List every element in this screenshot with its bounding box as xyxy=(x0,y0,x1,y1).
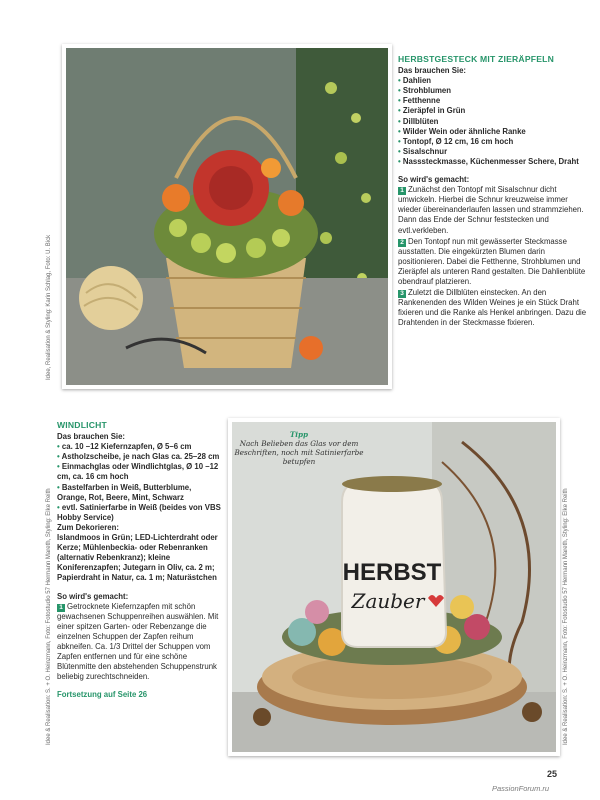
how-label: So wird's gemacht: xyxy=(398,175,470,185)
step: 1 Zunächst den Tontopf mit Sisalschnur dicht umwickeln. Hierbei die Schnur kreuzweise immer wieder übereinanderlaufen lassen und strammziehen. Dann das Ende der Schnur feststecken und evtl.verkleben. xyxy=(398,185,584,235)
list-item: • Dahlien xyxy=(398,76,432,86)
photo-flower-arrangement xyxy=(62,44,392,389)
photo-windlicht xyxy=(228,418,560,756)
list-item: • Einmachglas oder Windlichtglas, Ø 10 –12 cm, ca. 16 cm hoch xyxy=(57,462,219,482)
flower-arrangement-illustration xyxy=(66,48,388,385)
step: 2 Den Tontopf nun mit gewässerter Steckmasse ausstatten. Die eingekürzten Blumen darin positionieren. Dabei die Fetthenne, Strohblumen und Zieräpfel als unteren Rand gestalten. Die Dahlienblüte obendrauf platzieren. xyxy=(398,236,586,286)
recipe-herbstgesteck xyxy=(398,54,588,329)
page-number: 25 xyxy=(547,769,558,779)
footer-site: PassionForum.ru xyxy=(492,784,550,793)
list-item: • Dillblüten xyxy=(398,116,439,126)
step: 3 Zuletzt die Dillblüten einstecken. An den Rankenenden des Wilden Weines je ein Stück Draht fixieren und die Ranke als Henkel anbringen. Dazu die Drahtenden in der Steckmasse fixieren. xyxy=(398,288,587,328)
recipe-title: WINDLICHT xyxy=(57,420,108,430)
step: 1 Getrocknete Kiefernzapfen mit schön gewachsenen Schuppenreihen auswählen. Mit einer spitzen Garten- oder Rebenzange die einzelnen Schuppen der Zapfen reihum abkneifen. Ca. 1/3 Drittel der Schuppen vom Zapfen entfernen und für eine schöne Blütenmitte den abstehenden Schuppenstrunk beliebig zurechtschneiden. xyxy=(57,601,219,682)
list-item: • Wilder Wein oder ähnliche Ranke xyxy=(398,126,526,136)
materials-list xyxy=(57,442,222,523)
tip-callout xyxy=(234,430,364,466)
decor-text: Islandmoos in Grün; LED-Lichterdraht oder Kerze; Mühlenbeckia- oder Rebenranken (alternativ Rebenkranz); kleine Koniferenzapfen; Jutegarn in Oliv, ca. 2 m; Papierdraht in Natur, ca. 1 m; Naturästchen xyxy=(57,533,218,583)
photo-credit-3: Idee & Realisation: S. + O. Heinzmann, Foto: Fotostudio 57 Hermann Mareth, Styling: Elke Reith xyxy=(563,488,569,745)
how-label: So wird's gemacht: xyxy=(57,591,129,601)
lantern-illustration xyxy=(232,422,556,752)
list-item: • Fetthenne xyxy=(398,96,441,106)
step-number: 1 xyxy=(57,604,65,612)
continued-note: Fortsetzung auf Seite 26 xyxy=(57,690,148,700)
list-item: • Astholzscheibe, je nach Glas ca. 25–28 cm xyxy=(57,452,220,462)
tip-title: Tipp xyxy=(289,430,309,439)
step-number: 1 xyxy=(398,187,406,195)
list-item: • Sisalschnur xyxy=(398,146,448,156)
photo-credit-1: Idee, Realisation & Styling: Karin Schlag, Foto: U. Bick xyxy=(46,234,52,380)
list-item: • Tontopf, Ø 12 cm, 16 cm hoch xyxy=(398,136,514,146)
list-item: • Bastelfarben in Weiß, Butterblume, Orange, Rot, Beere, Mint, Schwarz xyxy=(57,482,192,502)
step-number: 3 xyxy=(398,290,406,298)
list-item: • Zieräpfel in Grün xyxy=(398,106,466,116)
recipe-windlicht xyxy=(57,420,222,700)
materials-list xyxy=(398,76,588,167)
list-item: • Strohblumen xyxy=(398,86,451,96)
step-number: 2 xyxy=(398,239,406,247)
needs-label: Das brauchen Sie: xyxy=(57,432,126,442)
list-item: • Nasssteckmasse, Küchenmesser Schere, Draht xyxy=(398,156,579,166)
jar-text-line2: Zauber xyxy=(351,589,425,613)
photo-credit-2: Idee & Realisation: S. + O. Heinzmann, Foto: Fotostudio 57 Hermann Mareth, Styling: Elke Reith xyxy=(46,488,52,745)
jar-text-line1: HERBST xyxy=(342,559,442,586)
decor-label: Zum Dekorieren: xyxy=(57,522,119,532)
recipe-title: HERBSTGESTECK MIT ZIERÄPFELN xyxy=(398,54,554,64)
list-item: • ca. 10 –12 Kiefernzapfen, Ø 5–6 cm xyxy=(57,442,192,452)
tip-text: Nach Belieben das Glas vor dem Beschriften, noch mit Satinierfarbe betupfen xyxy=(234,439,364,466)
needs-label: Das brauchen Sie: xyxy=(398,66,467,76)
list-item: • evtl. Satinierfarbe in Weiß (beides von VBS Hobby Service) xyxy=(57,502,221,522)
